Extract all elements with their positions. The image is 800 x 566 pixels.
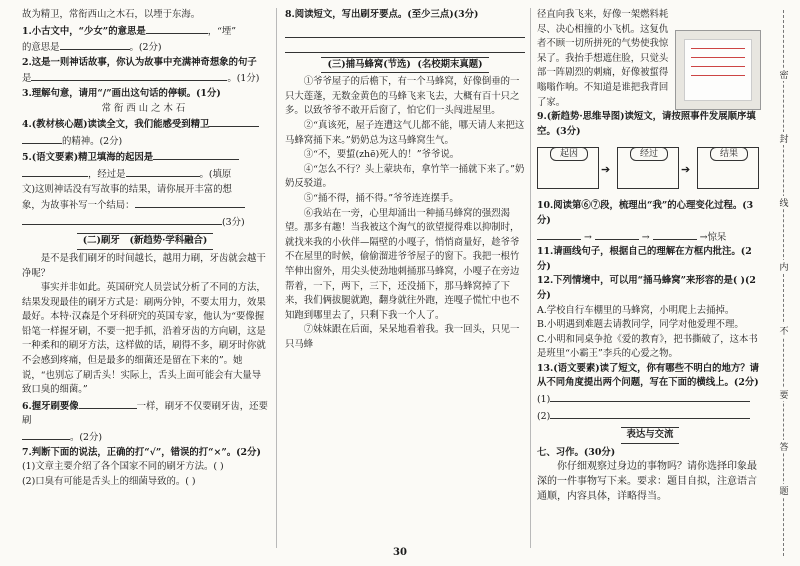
question-4: 4.(教材核心题)读读全文，我们能感受到精卫	[22, 116, 268, 133]
question-8: 8.阅读短文，写出刷牙要点。(至少三点)(3分)	[285, 9, 479, 20]
question-5: 5.(语文要素)精卫填海的起因是	[22, 149, 268, 166]
passage-paragraph: ⑦妹妹跟在后面，呆呆地看着我。我一回头，只见一只马蜂	[285, 324, 520, 350]
binding-char: 封	[777, 132, 791, 145]
answer-line[interactable]	[285, 38, 525, 53]
page-number: 30	[393, 547, 407, 558]
passage-paragraph: ⑥我站在一旁，心里却涌出一种捅马蜂窝的强烈渴望。那多有趣！当我被这个淘气的欲望搅得难以抑制时，就找来我的小伙伴—隔壁的小嘎子，悄悄商量好，趁爷爷不在屋里的时候，偷偷溜进爷爷屋子的窗下。我把一根竹竿伸出窗外，用尖头使劲地刺捅那马蜂窝，小嘎子在旁边帮着，一下，两下，三下，还没捅下，那马蜂窝掉了下来，我们俩拔腿就跑，翻身就往外跑，连嘎子慌忙中也不知跑到哪里去了，只剩下我一个人了。	[285, 207, 520, 321]
column-divider	[276, 8, 277, 548]
section-composition: 七、习作。(30分)	[537, 446, 616, 458]
mind-map-box-process[interactable]: 经过	[617, 147, 679, 189]
question-7: 7.判断下面的说法，正确的打“√”，错误的打“×”。(2分)	[22, 446, 261, 458]
question-12: 12.下列情境中，可以用“捅马蜂窝”来形容的是( )(2分)	[537, 275, 756, 301]
passage-paragraph: ③“不，要蜇(zhē)死人的！”爷爷说。	[303, 149, 460, 161]
binding-char: 要	[777, 388, 791, 401]
question-2: 2.这是一则神话故事，你认为故事中充满神奇想象的句子	[22, 56, 257, 68]
option-a: A.学校自行车棚里的马蜂窝，小明爬上去捅掉。	[537, 304, 735, 316]
mind-map-box-result[interactable]: 结果	[697, 147, 759, 189]
column-right: 径直向我飞来，好像一架燃料耗尽、决心相撞的小飞机。这复仇者不顾一切所拼死的气势使我惊呆了。我抬手想遮住脸，只觉头部一阵剧烈的刺痛，好像被蜇得嗡嗡作响。不知道是谁把我背回了家。 9.(新趋势·思维导图)读短文，请按照事件发展顺序填空。(3分) 起因 ➔ 经过 ➔ 结果 10.阅读第⑥⑦段，梳理出“我”的心理变化过程。(3分) → → →惊呆 11.请画线句子，根据自己的理解在方框内批注。(2分) 12.下列情境中，可以用“捅马蜂窝”来形容的是( )(2分) A.学校自行车棚里的马蜂窝，小明爬上去捅掉。 B.小明遇到难题去请教同学，同学对他爱理不理。 C.小明和同桌争抢《爱的教育》，把书撕破了，这本书是班里“小霸王”李兵的心爱之物。 13.(语文要素)读了短文，你有哪些不明白的地方？请从不同角度提出两个问题，写在下面的横线上。(2分) (1) (2) 表达与交流 七、习作。(30分) 你仔细观察过身边的事物吗？请你选择印象最深的一件事物写下来。要求：题目自拟，注意语言通顺，内容具体，详略得当。	[537, 8, 763, 504]
binding-char: 答	[777, 440, 791, 453]
passage-paragraph: ②“真该死，屋子连遭这气儿都不能，哪天请人来把这马蜂窝捅下来。”奶奶总为这马蜂窝生气。	[285, 119, 525, 146]
mind-map	[537, 141, 763, 197]
question-3: 3.理解句意，请用“/”画出这句话的停顿。(1分)	[22, 87, 221, 99]
question-1: 1.小古文中，“少女”的意思是 ，“堙”	[22, 23, 268, 40]
binding-margin	[771, 0, 797, 566]
question-6: 6.握牙刷要像 一样，刷牙不仅要刷牙齿，还要刷	[22, 398, 268, 429]
sentence-to-mark: 常衔西山之木石	[101, 102, 189, 114]
binding-char: 线	[777, 196, 791, 209]
section-heading-brushing: (二)刷牙 (新趋势·学科融合)	[22, 233, 268, 250]
column-left: 故为精卫，常衔西山之木石，以堙于东海。 1.小古文中，“少女”的意思是 ，“堙” 的意思是 。(2分) 2.这是一则神话故事，你认为故事中充满神奇想象的句子 是 。(1分) 3.理解句意，请用“/”画出这句话的停顿。(1分) 常衔西山之木石 4.(教材核心题)读读全文，我们能感受到精卫 的精神。(2分) 5.(语文要素)精卫填海的起因是 ，经过是 。(填原 文)这则神话没有写故事的结果，请你展开丰富的想 象，为故事补写一个结局： (3分) (二)刷牙 (新趋势·学科融合) 是不是我们刷牙的时间越长，越用力刷，牙齿就会越干净呢？ 事实并非如此。英国研究人员尝试分析了不同的方法，结果发现最佳的刷牙方式是：刷两分钟，不要太用力，效果最好。本特·汉森是个牙科研究的英国专家，他认为“要像握铅笔一样握牙刷，不要一把手抓，沿着牙齿的方向刷，这是一种柔和的刷牙方法，这样做的话，刷得不多，刷牙时你就不会感到疼痛，但是最多的细菌还是留在下来的”。她说，“也别忘了刷舌头！实际上，舌头上面可能会有大量导致口臭的细菌。” 6.握牙刷要像 一样，刷牙不仅要刷牙齿，还要刷 。(2分) 7.判断下面的说法，正确的打“√”，错误的打“×”。(2分) (1)文章主要介绍了各个国家不同的刷牙方法。( ) (2)口臭有可能是舌头上的细菌导致的。( )	[22, 9, 268, 487]
column-divider	[530, 8, 531, 548]
binding-char: 密	[777, 68, 791, 81]
passage-paragraph: ①爷爷屋子的后檐下，有一个马蜂窝，好像倒垂的一只大莲蓬，无数金黄色的马蜂飞来飞去，大概有百十只之多。以致爷爷不敢开后窗了，怕它们一头闯进屋里。	[285, 76, 520, 117]
section-title-expression: 表达与交流	[537, 427, 763, 444]
column-middle	[285, 8, 525, 352]
binding-char: 不	[777, 324, 791, 337]
passage-paragraph: ④“怎么不行？头上蒙块布，拿竹竿一捅就下来了。”奶奶反驳道。	[285, 163, 525, 190]
arrow-right-icon: ➔	[681, 163, 691, 177]
option-c: C.小明和同桌争抢《爱的教育》，把书撕破了，这本书是班里“小霸王”李兵的心爱之物。	[537, 333, 758, 360]
question-13: 13.(语文要素)读了短文，你有哪些不明白的地方？请从不同角度提出两个问题，写在下面的横线上。(2分)	[537, 362, 760, 389]
question-10: 10.阅读第⑥⑦段，梳理出“我”的心理变化过程。(3分)	[537, 200, 754, 226]
mind-map-box-cause[interactable]: 起因	[537, 147, 599, 189]
question-11: 11.请画线句子，根据自己的理解在方框内批注。(2分)	[537, 246, 752, 272]
binding-char: 题	[777, 484, 791, 497]
passage-paragraph: 是不是我们刷牙的时间越长，越用力刷，牙齿就会越干净呢？	[22, 252, 266, 279]
passage-paragraph: 事实并非如此。英国研究人员尝试分析了不同的方法，结果发现最佳的刷牙方式是：刷两分钟，不要太用力，效果最好。本特·汉森是个牙科研究的英国专家，他认为“要像握铅笔一样握牙刷，不要一把手抓，沿着牙齿的方向刷，这是一种柔和的刷牙方法，这样做的话，刷得不多，刷牙时你就不会感到疼痛，但是最多的细菌还是留在下来的”。她说，“也别忘了刷舌头！实际上，舌头上面可能会有大量导致口臭的细菌。”	[22, 282, 266, 396]
passage-paragraph: 径直向我飞来，好像一架燃料耗尽、决心相撞的小飞机。这复仇者不顾一切所拼死的气势使我惊呆了。我抬手想遮住脸，只觉头部一阵剧烈的刺痛，好像被蜇得嗡嗡作响。不知道是谁把我背回了家。	[537, 9, 669, 108]
emotion-chain: → → →惊呆	[537, 229, 763, 246]
text-line: 故为精卫，常衔西山之木石，以堙于东海。	[22, 9, 201, 20]
essay-prompt: 你仔细观察过身边的事物吗？请你选择印象最深的一件事物写下来。要求：题目自拟，注意语言通顺，内容具体，详略得当。	[537, 461, 757, 502]
passage-paragraph: ⑤“捅不得，捅不得。”爷爷连连摆手。	[303, 192, 459, 204]
section-heading-hornet: (三)捕马蜂窝(节选) (名校期末真题)	[285, 57, 525, 74]
binding-char: 内	[777, 260, 791, 273]
arrow-right-icon: ➔	[601, 163, 611, 177]
question-9: 9.(新趋势·思维导图)读短文，请按照事件发展顺序填空。(3分)	[537, 111, 756, 137]
answer-line[interactable]	[285, 23, 525, 38]
option-b: B.小明遇到难题去请教同学，同学对他爱理不理。	[537, 319, 744, 331]
